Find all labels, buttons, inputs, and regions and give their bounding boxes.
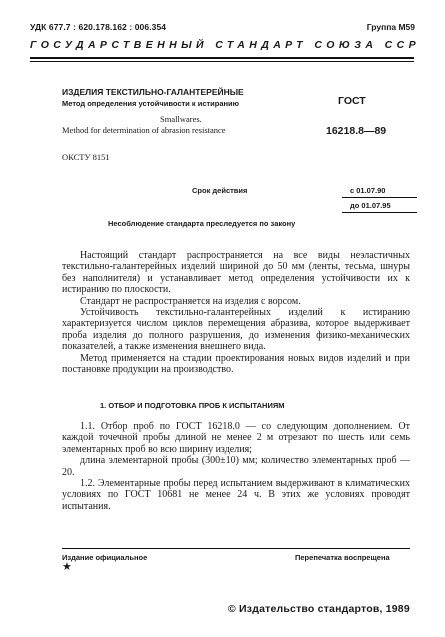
intro-paragraph: Стандарт не распространяется на изделия с ворсом. <box>80 295 301 307</box>
gost-label: ГОСТ <box>338 95 366 107</box>
header-rule-thin <box>30 61 414 62</box>
star-icon: ★ <box>62 561 72 573</box>
section-heading: 1. ОТБОР И ПОДГОТОВКА ПРОБ К ИСПЫТАНИЯМ <box>100 401 285 410</box>
section-paragraph: 1.1. Отбор проб по ГОСТ 16218.0 — со следующим дополнением. От каждой точечной пробы длиной не менее 2 м отрезают по шесть или семь элементарных проб во всю ширину изделия; <box>62 421 410 455</box>
official-edition: Издание официальное <box>62 553 148 562</box>
group-code: Группа М59 <box>366 22 415 32</box>
document-title: ИЗДЕЛИЯ ТЕКСТИЛЬНО-ГАЛАНТЕРЕЙНЫЕ <box>62 87 244 97</box>
okstu-code: ОКСТУ 8151 <box>62 152 110 162</box>
intro-text <box>62 250 410 375</box>
validity-rule-2 <box>342 212 417 213</box>
intro-paragraph: Устойчивость текстильно-галантерейных изделий к истиранию характеризуется числом циклов перемещения абразива, которое выдерживает проба изделия до полного разрушения, до изменения физико-механических показателей, а также изменения внешнего вида. <box>62 307 410 353</box>
copyright-notice: © Издательство стандартов, 1989 <box>228 603 410 615</box>
intro-paragraph: Метод применяется на стадии проектирования новых видов изделий и при постановке продукции на производство. <box>62 352 410 376</box>
document-subtitle: Метод определения устойчивости к истиранию <box>62 99 240 108</box>
footer-rule <box>62 548 410 549</box>
section-1-text <box>62 421 410 512</box>
section-paragraph: длина элементарной пробы (300±10) мм; количество элементарных проб — 20. <box>62 455 410 478</box>
udc-code: УДК 677.7 : 620.178.162 : 006.354 <box>30 22 167 32</box>
reprint-prohibited: Перепечатка воспрещена <box>295 553 390 562</box>
validity-to: до 01.07.95 <box>350 201 391 210</box>
intro-paragraph: Настоящий стандарт распространяется на все виды неэластичных текстильно-галантерейных изделий шириной до 50 мм (ленты, тесьма, шнуры без наполнителя) и устанавливает метод определения устойчивости их к истиранию по плоскости. <box>62 250 410 296</box>
section-paragraph: 1.2. Элементарные пробы перед испытанием выдерживают в климатических условиях по ГОСТ 10681 не менее 24 ч. В этих же условиях проводят испытания. <box>62 478 410 512</box>
english-title-line-2: Method for determination of abrasion resistance <box>62 125 226 135</box>
english-title-line-1: Smallwares. <box>160 114 202 124</box>
header-rule-thick <box>30 57 414 59</box>
validity-from: с 01.07.90 <box>350 186 386 195</box>
validity-rule-1 <box>342 197 417 198</box>
validity-label: Срок действия <box>192 186 248 195</box>
standard-banner: ГОСУДАРСТВЕННЫЙ СТАНДАРТ СОЮЗА ССР <box>30 39 421 51</box>
gost-number: 16218.8—89 <box>326 125 387 137</box>
legal-warning: Несоблюдение стандарта преследуется по закону <box>108 219 296 228</box>
